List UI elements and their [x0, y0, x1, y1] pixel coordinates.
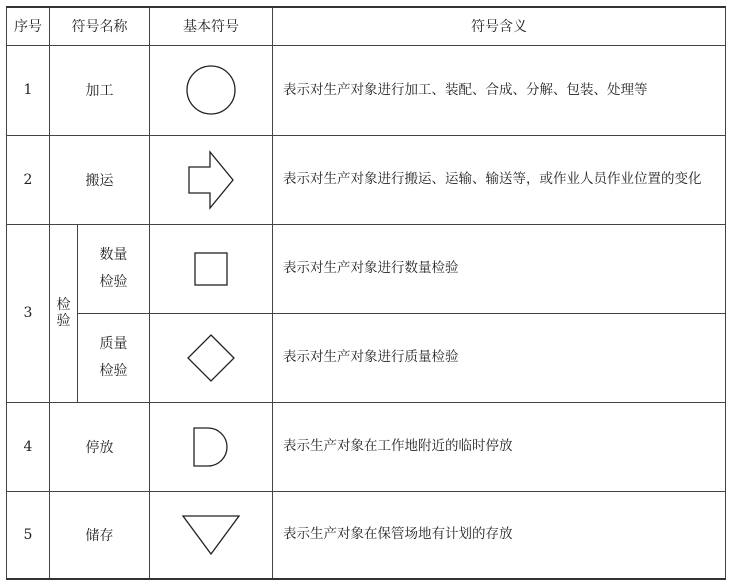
symbol-description: 表示生产对象在保管场地有计划的存放: [273, 491, 726, 579]
row-number: 1: [7, 45, 50, 135]
inverted-triangle-icon: [182, 515, 240, 555]
symbol-description: 表示对生产对象进行质量检验: [273, 313, 726, 402]
symbol-description: 表示对生产对象进行数量检验: [273, 224, 726, 313]
arrow-icon: [188, 151, 234, 209]
symbol-description: 表示生产对象在工作地附近的临时停放: [273, 402, 726, 491]
symbol-cell: [150, 45, 273, 135]
symbol-table: [6, 6, 726, 580]
symbol-name: 停放: [50, 402, 150, 491]
square-icon: [194, 252, 228, 286]
row-number: 2: [7, 135, 50, 224]
header-symbol-name: 符号名称: [50, 7, 150, 45]
row-number: 5: [7, 491, 50, 579]
symbol-description: 表示对生产对象进行搬运、运输、输送等，或作业人员作业位置的变化: [273, 135, 726, 224]
symbol-name: [78, 313, 150, 402]
header-row: [7, 7, 726, 45]
header-basic-symbol: 基本符号: [150, 7, 273, 45]
symbol-name-line1: 质量: [99, 335, 128, 352]
d-shape-icon: [193, 427, 229, 467]
header-number: 序号: [7, 7, 50, 45]
symbol-cell: [150, 491, 273, 579]
symbol-name: [78, 224, 150, 313]
symbol-name-line1: 数量: [99, 246, 128, 263]
symbol-cell: [150, 313, 273, 402]
symbol-cell: [150, 224, 273, 313]
symbol-name-line2: 检验: [99, 273, 128, 290]
symbol-cell: [150, 402, 273, 491]
row-number: 3: [7, 224, 50, 402]
circle-icon: [185, 64, 237, 116]
table-row: [7, 491, 726, 579]
symbol-name: 储存: [50, 491, 150, 579]
table-row: [7, 45, 726, 135]
symbol-cell: [150, 135, 273, 224]
table-row: [7, 135, 726, 224]
inspection-group-text: 检验: [56, 297, 71, 329]
symbol-description: 表示对生产对象进行加工、装配、合成、分解、包装、处理等: [273, 45, 726, 135]
row-number: 4: [7, 402, 50, 491]
table-row: [7, 313, 726, 402]
diamond-icon: [187, 334, 235, 382]
header-symbol-meaning: 符号含义: [273, 7, 726, 45]
table-row: [7, 402, 726, 491]
table-row: [7, 224, 726, 313]
symbol-name: 加工: [50, 45, 150, 135]
symbol-name: 搬运: [50, 135, 150, 224]
inspection-group-label: [50, 224, 78, 402]
symbol-name-line2: 检验: [99, 362, 128, 379]
